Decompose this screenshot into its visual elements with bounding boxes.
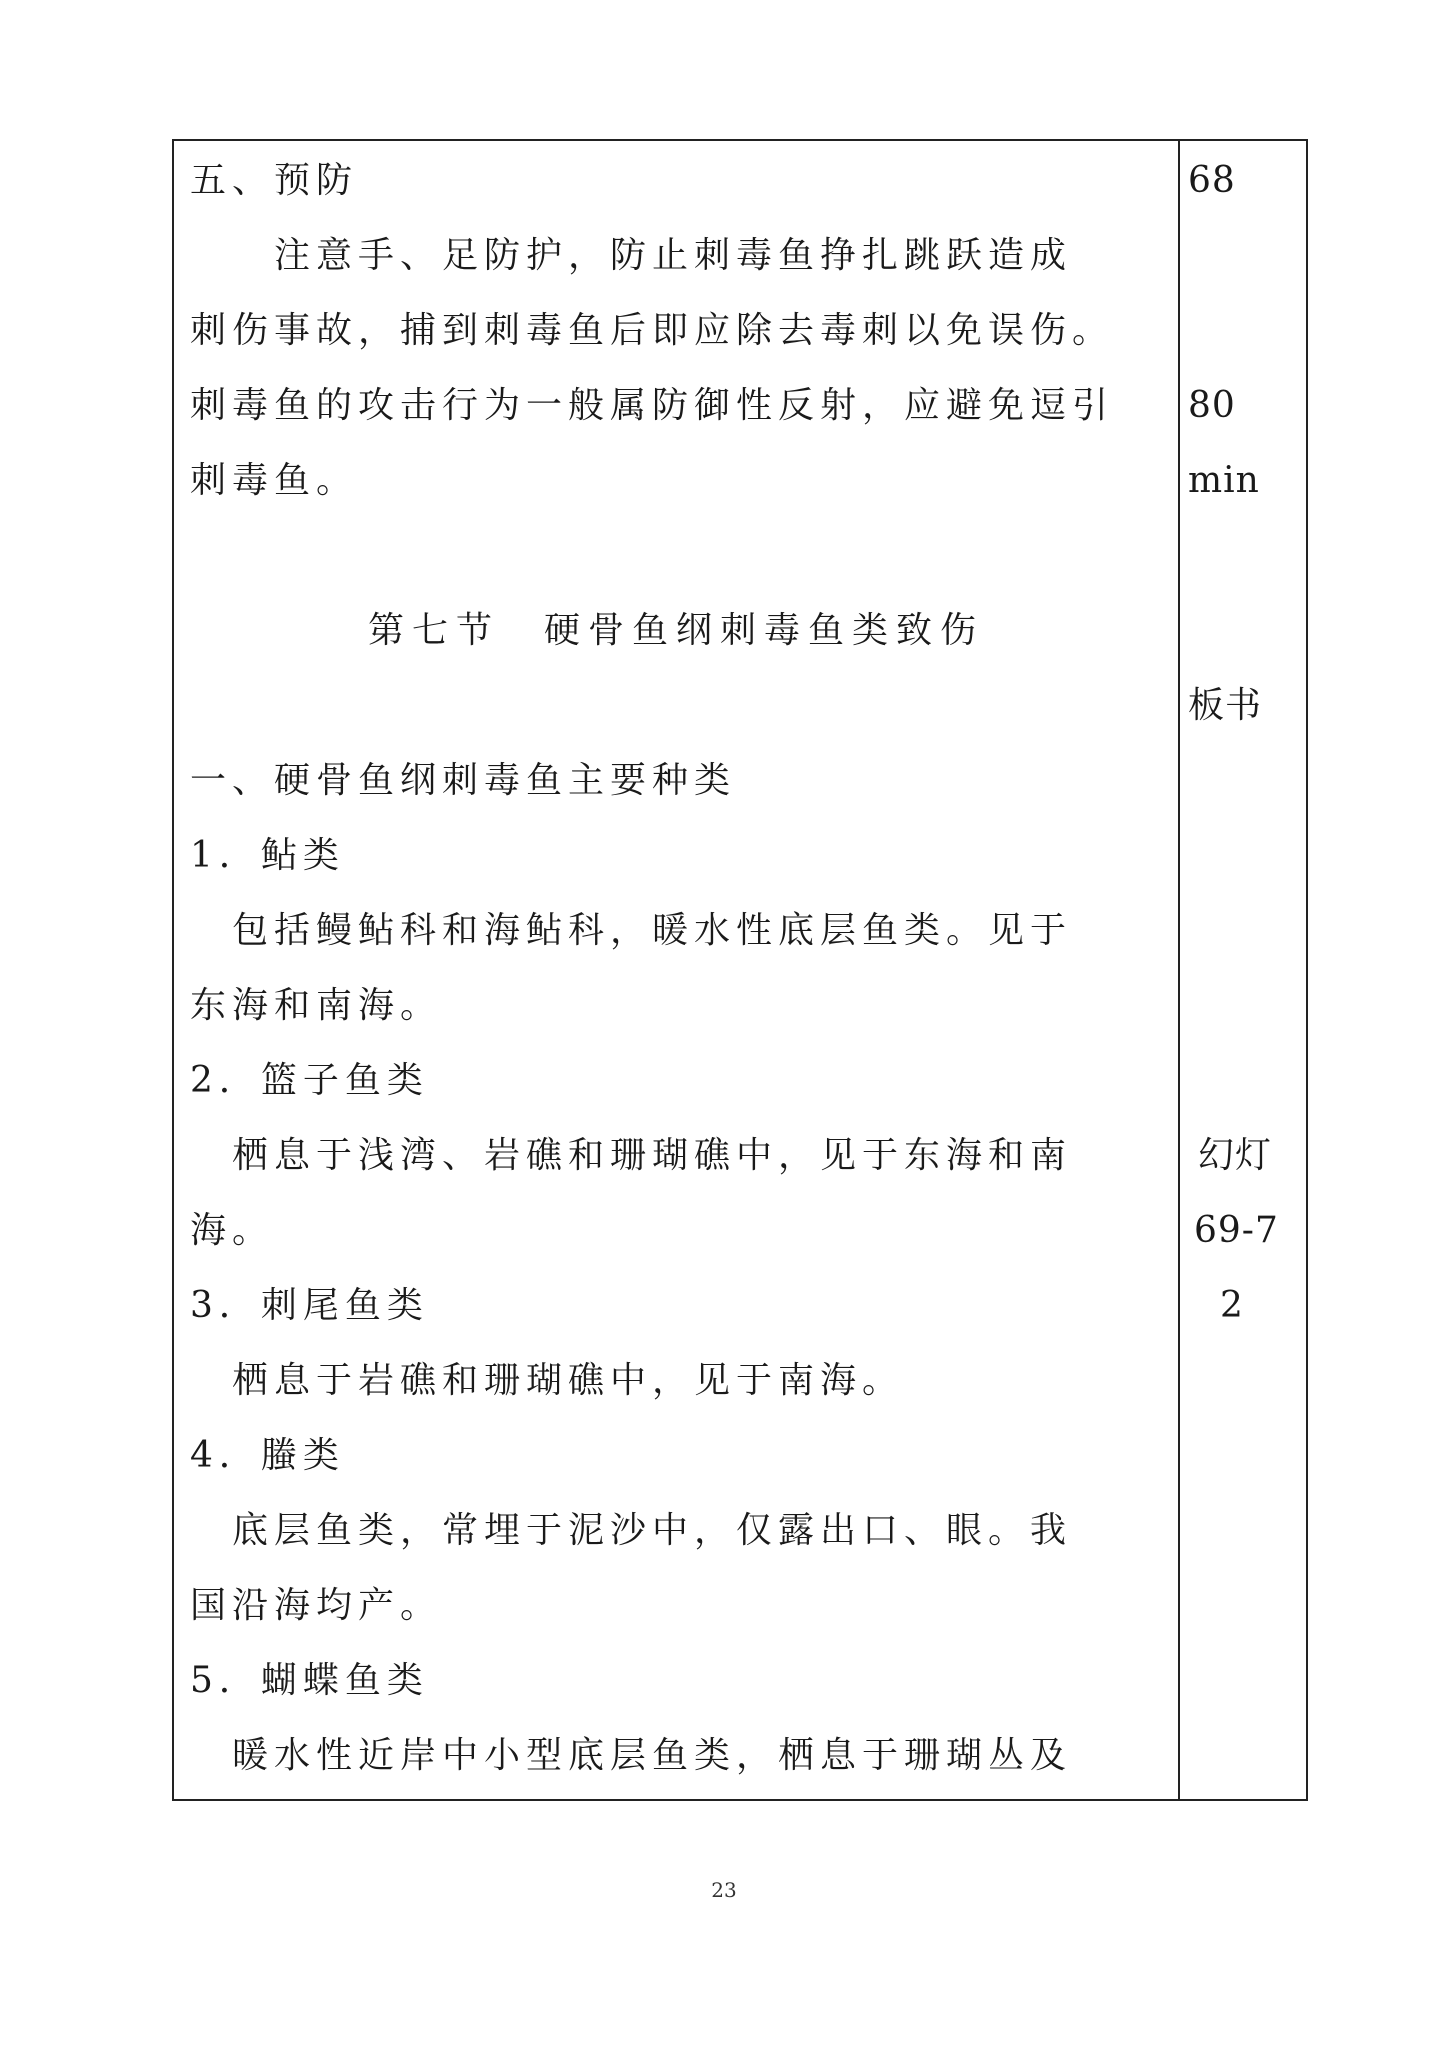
paragraph-line: 底层鱼类，常埋于泥沙中，仅露出口、眼。我 [190,1510,1073,1551]
side-note-blackboard: 板书 [1188,685,1263,726]
subheading-species: 一、硬骨鱼纲刺毒鱼主要种类 [190,760,737,801]
paragraph-line: 暖水性近岸中小型底层鱼类，栖息于珊瑚丛及 [190,1735,1073,1776]
paragraph-line: 刺毒鱼的攻击行为一般属防御性反射，应避免逗引 [190,385,1115,426]
paragraph-line: 栖息于岩礁和珊瑚礁中，见于南海。 [190,1360,905,1401]
list-item-heading: 1．鲇类 [190,835,345,876]
paragraph-line: 东海和南海。 [190,985,443,1026]
paragraph-line: 国沿海均产。 [190,1585,443,1626]
section-title: 第七节 硬骨鱼纲刺毒鱼类致伤 [367,610,984,651]
side-note-time: 80 [1188,385,1236,426]
list-item-heading: 3．刺尾鱼类 [190,1285,429,1326]
list-item-heading: 5．蝴蝶鱼类 [190,1660,429,1701]
paragraph-line: 包括鳗鲇科和海鲇科，暖水性底层鱼类。见于 [190,910,1073,951]
paragraph-line: 刺毒鱼。 [190,460,359,501]
side-note-slide-number: 68 [1188,160,1236,201]
list-item-heading: 4．螣类 [190,1435,345,1476]
side-note-time-unit: min [1188,460,1260,501]
lesson-table [172,139,1308,1801]
side-note-slide-range: 69-7 [1194,1210,1279,1251]
side-note-slide-range-end: 2 [1220,1285,1244,1326]
heading-prevention: 五、预防 [190,160,359,201]
paragraph-line: 注意手、足防护，防止刺毒鱼挣扎跳跃造成 [190,235,1073,276]
paragraph-line: 刺伤事故，捕到刺毒鱼后即应除去毒刺以免误伤。 [190,310,1115,351]
paragraph-line: 海。 [190,1210,275,1251]
column-divider [1178,141,1180,1799]
side-note-slides: 幻灯 [1198,1135,1273,1176]
page-number: 23 [711,1878,737,1902]
list-item-heading: 2．篮子鱼类 [190,1060,429,1101]
paragraph-line: 栖息于浅湾、岩礁和珊瑚礁中，见于东海和南 [190,1135,1073,1176]
